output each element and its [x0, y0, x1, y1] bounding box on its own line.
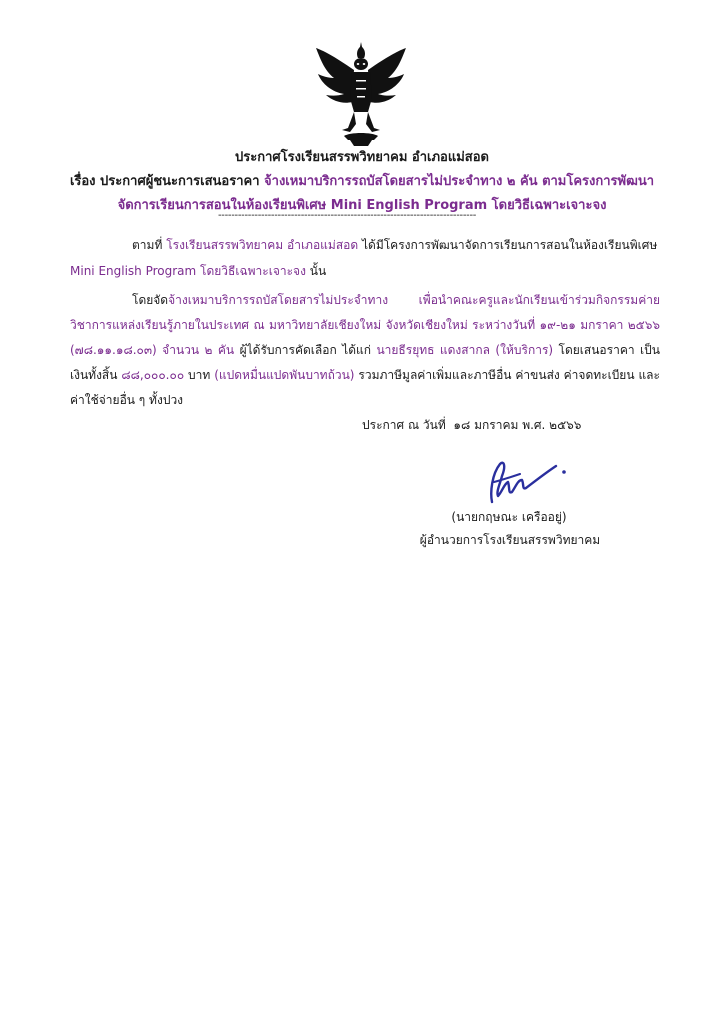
- signer-name: (นายกฤษณะ เครืออยู่): [451, 510, 567, 524]
- subject-detail: จ้างเหมาบริการรถบัสโดยสารไม่ประจำทาง ๒ คัน ตามโครงการพัฒนาจัดการเรียนการสอนในห้องเรียนพิเศษ Mini English Program โดยวิธีเฉพาะเจาะจง: [117, 174, 655, 213]
- signature-icon: [470, 452, 570, 508]
- signer-position: ผู้อำนวยการโรงเรียนสรรพวิทยาคม: [419, 533, 601, 547]
- garuda-emblem-icon: [314, 40, 408, 150]
- p2-text-a: โดยจัด: [132, 293, 169, 307]
- p2-amount: ๘๘,๐๐๐.๐๐: [121, 368, 185, 382]
- date-label: ประกาศ ณ วันที่: [362, 418, 446, 432]
- paragraph-award: [70, 288, 660, 413]
- announcement-title: ประกาศโรงเรียนสรรพวิทยาคม อำเภอแม่สอด: [235, 150, 489, 165]
- p1-text-a: ตามที่: [132, 238, 163, 252]
- p1-text-e: นั้น: [309, 264, 327, 278]
- announcement-date: [362, 416, 581, 435]
- p2-currency: บาท: [188, 368, 211, 382]
- p2-amount-words: (แปดหมื่นแปดพันบาทถ้วน): [214, 368, 355, 382]
- p1-text-c: ได้มีโครงการพัฒนาจัดการเรียนการสอนในห้องเรียนพิเศษ: [361, 238, 658, 252]
- p2-winner-name: นายธีรยุทธ แดงสากล (ให้บริการ): [376, 343, 554, 357]
- divider-line: ------------------------------------------------------------------------------: [218, 210, 477, 221]
- p2-text-f: เป็นเงินทั้งสิ้น: [70, 343, 660, 382]
- p2-text-j: รวมภาษีมูลค่าเพิ่มและภาษีอื่น ค่าขนส่ง ค่าจดทะเบียน และค่าใช้จ่ายอื่น ๆ ทั้งปวง: [70, 368, 660, 407]
- p2-text-e: โดยเสนอราคา: [558, 343, 635, 357]
- p1-school-name: โรงเรียนสรรพวิทยาคม อำเภอแม่สอด: [166, 238, 359, 252]
- p2-text-c: ผู้ได้รับการคัดเลือก ได้แก่: [239, 343, 371, 357]
- subject-label: เรื่อง ประกาศผู้ชนะการเสนอราคา: [69, 174, 260, 189]
- p2-service-detail: จ้างเหมาบริการรถบัสโดยสารไม่ประจำทาง เพื่อนำคณะครูและนักเรียนเข้าร่วมกิจกรรมค่ายวิชาการแหล่งเรียนรู้ภายในประเทศ ณ มหาวิทยาลัยเชียงใหม่ จังหวัดเชียงใหม่ ระหว่างวันที่ ๑๙-๒๑ มกราคา ๒๕๖๖ (๗๘.๑๑.๑๘.๐๓) จำนวน ๒ คัน: [70, 293, 660, 357]
- date-value: ๑๘ มกราคม พ.ศ. ๒๕๖๖: [453, 418, 582, 432]
- paragraph-intro: [70, 232, 660, 284]
- p1-program-name: Mini English Program โดยวิธีเฉพาะเจาะจง: [70, 264, 306, 278]
